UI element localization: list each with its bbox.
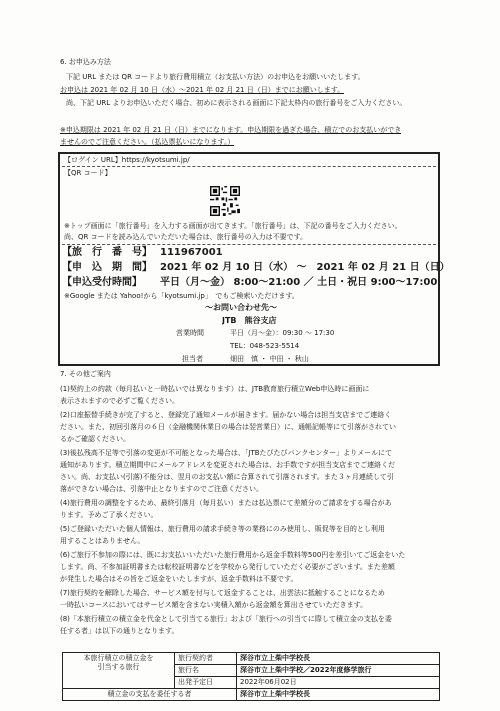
section7-line: (8)「本旅行積立の積立金を代金として引当てる旅行」および「旅行への引当てに際して積立金の支払を委 [60, 615, 392, 623]
table-left-label [63, 653, 175, 689]
search-note: ※Google または Yahoo!から「kyotsumi.jp」 でもご検索いただけます。 [64, 292, 299, 300]
travel-number-label: 【旅 行 番 号】 [62, 247, 152, 258]
table-cell-value: 深谷市立上柴中学校／2022年度修学旅行 [237, 665, 440, 677]
section7-line: (3)後払残高不足等で引落の変更が不可能となった場合は、「JTBたびたびバンクセンター」よりメールにて [60, 449, 392, 457]
qr-code-icon[interactable] [210, 186, 240, 216]
section7-line: 一時払いコースにおいてはサービス額を含まない実積入額から返金額を算出させていただきます。 [60, 601, 368, 609]
section6-heading: 6. お申込み方法 [60, 58, 111, 66]
application-period-label: 【申 込 期 間】 [62, 262, 152, 273]
section7-line: 用することはありません。 [60, 537, 145, 545]
section6-intro: 下記 URL または QR コードより旅行費用積立（お支払い方法）のお申込をお願いいたします。 [66, 73, 365, 81]
section7-line: 表示されますので必ずご覧ください。 [60, 397, 179, 405]
staff-names: 畑田 慎 ・ 中田 ・ 秋山 [230, 355, 309, 363]
section7-line: が発生した場合はその旨をご返金をいたしますが、返金手数料は不要です。 [60, 575, 298, 583]
trip-info-table [62, 652, 440, 701]
section7-line: (5)ご登録いただいた個人情報は、旅行費用の請求手続き等の業務にのみ使用し、販促等を目的とし利用 [60, 525, 385, 533]
section6-period: お申込は 2021 年 02 月 10 日（水）～2021 年 02 月 21 日（日）までにお願いします。 [60, 86, 345, 94]
info-note-1: ※トップ画面に「旅行番号」を入力する画面が出てきます。「旅行番号」は、下記の番号をご入力ください。 [64, 222, 402, 230]
login-url[interactable]: 【ログイン URL】https://kyotsumi.jp/ [64, 156, 190, 164]
section6-warning-2: ませんのでご注意ください。（払込票払いになります。） [60, 138, 235, 146]
section7-line: 任する者」は以下の通りとなります。 [60, 627, 179, 635]
table-cell-value: 深谷市立上柴中学校長 [237, 689, 440, 701]
table-row [63, 689, 440, 701]
table-cell-value: 深谷市立上柴中学校長 [237, 653, 440, 665]
phone-number: TEL：048-523-5514 [230, 342, 300, 350]
staff-label: 担当者 [182, 355, 203, 363]
section7-line: (6)ご旅行不参加の際には、既にお支払いいただいた旅行費用から返金手数料等500円を差引いてご返金をいた [60, 551, 406, 559]
table-cell-label: 旅行名 [175, 665, 237, 677]
branch-name: JTB 熊谷支店 [222, 316, 277, 325]
table-cell-label: 積立金の支払を委任する者 [63, 689, 237, 701]
divider [62, 166, 436, 167]
section7-line: ださい。また、初回引落月の６日（金融機関休業日の場合は翌営業日）に、通帳記帳等にて引落がされてい [60, 423, 396, 431]
section7-line: さい。尚、お支払い(引落)不能分は、翌月のお支払い額に合算されて引落されます。また３ヶ月連続して引 [60, 473, 394, 481]
reception-hours-label: 【申込受付時間】 [62, 277, 142, 288]
section7-line: (7)旅行契約を解除した場合、サービス額を付与して返金することは、出雲法に抵触することになるため [60, 589, 385, 597]
section7-line: 通知があります。積立期間中にメールアドレスを変更された場合は、お手数ですが担当支店までご連絡くだ [60, 461, 396, 469]
section7-line: (4)旅行費用の調整をするため、最終引落月（毎月払い）または払込票にて差額分のご請求をする場合があ [60, 499, 392, 507]
section6-note: 尚、下記 URL よりお申込いただく場合、初めに表示される画面に下記太枠内の旅行番号をご入力ください。 [66, 99, 407, 107]
travel-number-value: 111967001 [160, 247, 223, 258]
section7-heading: 7. その他ご案内 [60, 370, 111, 378]
section7-line: るかご確認ください。 [60, 435, 130, 443]
business-hours-label: 営業時間 [176, 329, 204, 337]
reception-hours-value: 平日（月～金） 8:00～21:00 ／ 土日・祝日 9:00～17:00 [160, 277, 438, 288]
section6-warning-1: ※申込期限は 2021 年 02 月 21 日（日）までになります。申込期限を過ぎた場合、積立でのお支払いができ [60, 126, 402, 134]
section7-line: します。尚、不参加証明書または転校証明書などを学校から発行していただく必要がございます。また差額 [60, 563, 395, 571]
divider [62, 244, 436, 245]
info-note-2: 尚、QR コードを読み込んでいただいた場合は、旅行番号の入力は不要です。 [64, 233, 308, 241]
business-hours-value: 平日（月～金）：09:30 ～ 17:30 [230, 329, 335, 337]
section7-line: 落ができない場合は、引落中止となりますのでご注意ください。 [60, 485, 263, 493]
section7-line: (1)契約上の約款（毎月払いと一時払いでは異なります）は、JTB教育旅行積立Web申込時に画面に [60, 385, 370, 393]
contact-heading: ～お問い合わせ先～ [205, 303, 277, 312]
section7-line: ります。予めご了承ください。 [60, 511, 158, 519]
table-cell-label: 出発予定日 [175, 677, 237, 689]
application-period-value: 2021 年 02 月 10 日（水） ～ 2021 年 02 月 21 日（日） [160, 262, 450, 273]
qr-label: 【QR コード】 [64, 169, 112, 177]
table-left-label-line: 引当する旅行 [97, 663, 140, 671]
table-cell-label: 旅行契約者 [175, 653, 237, 665]
section7-line: (2)口座振替手続きが完了すると、登録完了通知メールが届きます。届かない場合は担当支店までご連絡く [60, 411, 392, 419]
table-row [63, 653, 440, 665]
table-cell-value: 2022年06月02日 [237, 677, 440, 689]
table-left-label-line: 本旅行積立の積立金を [83, 654, 154, 662]
